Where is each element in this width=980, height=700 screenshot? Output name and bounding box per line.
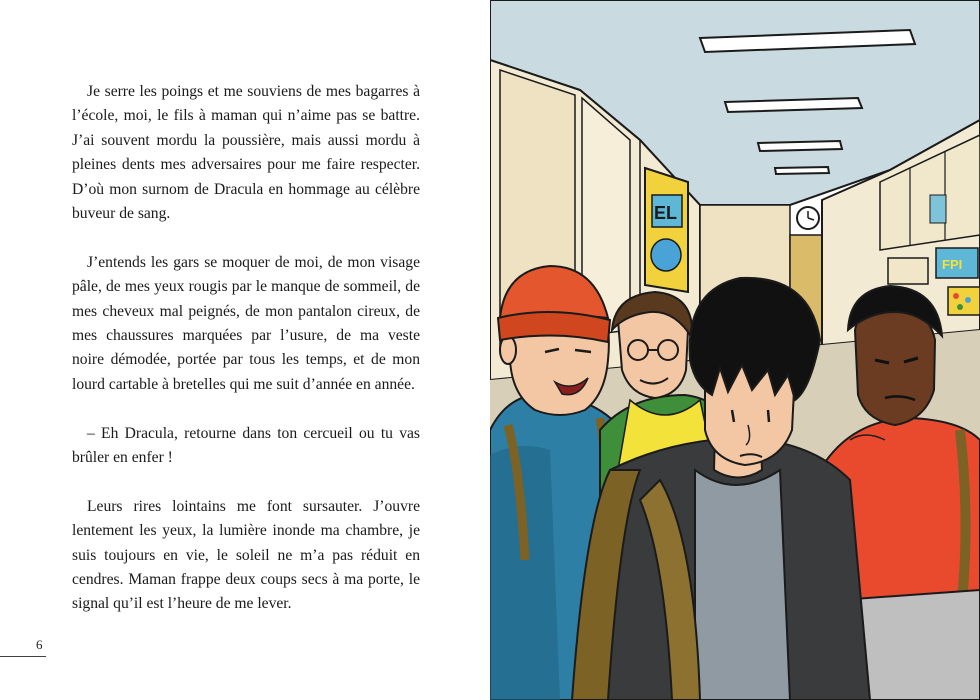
illustration-page bbox=[490, 0, 980, 700]
ceiling-light-3 bbox=[758, 141, 842, 151]
paragraph-1: Je serre les poings et me souviens de mes bagarres à l’école, moi, le fils à maman qui n’aime pas se battre. J’ai souvent mordu la poussière, mais aussi mordu à pleines dents mes adversaires pour me faire respecter. D’où mon surnom de Dracula en hommage au célèbre buveur de sang. bbox=[72, 83, 420, 223]
paragraph-2: J’entends les gars se moquer de moi, de mon visage pâle, de mes yeux rougis par le manque de sommeil, de mes cheveux mal peignés, de mon pantalon cireux, de mes chaussures marquées par l’usure, de ma veste noire démodée, portée par tous les temps, et de mon lourd cartable à bretelles qui me suit d’année en année. bbox=[72, 253, 420, 393]
page-number: 6 bbox=[36, 637, 43, 652]
poster-left bbox=[645, 168, 688, 292]
poster-far-right-text: FPI bbox=[942, 257, 963, 272]
paragraph-3-dialogue: – Eh Dracula, retourne dans ton cercueil ou tu vas brûler en enfer ! bbox=[72, 424, 420, 467]
paragraph-4: Leurs rires lointains me font sursauter. J’ouvre lentement les yeux, la lumière inonde ma chambre, je suis toujours en vie, le soleil ne m’a pas réduit en cendres. Maman frappe deux coups secs à ma porte, le signal qu’il est l’heure de me lever. bbox=[72, 497, 420, 613]
school-hallway-illustration bbox=[490, 0, 980, 700]
wall-clock-icon bbox=[797, 207, 819, 229]
poster-left-text: EL bbox=[654, 203, 678, 223]
ceiling-light-4 bbox=[775, 167, 829, 174]
right-wall-sign bbox=[930, 195, 946, 223]
story-text bbox=[72, 80, 420, 641]
page-number-rule bbox=[0, 656, 46, 657]
